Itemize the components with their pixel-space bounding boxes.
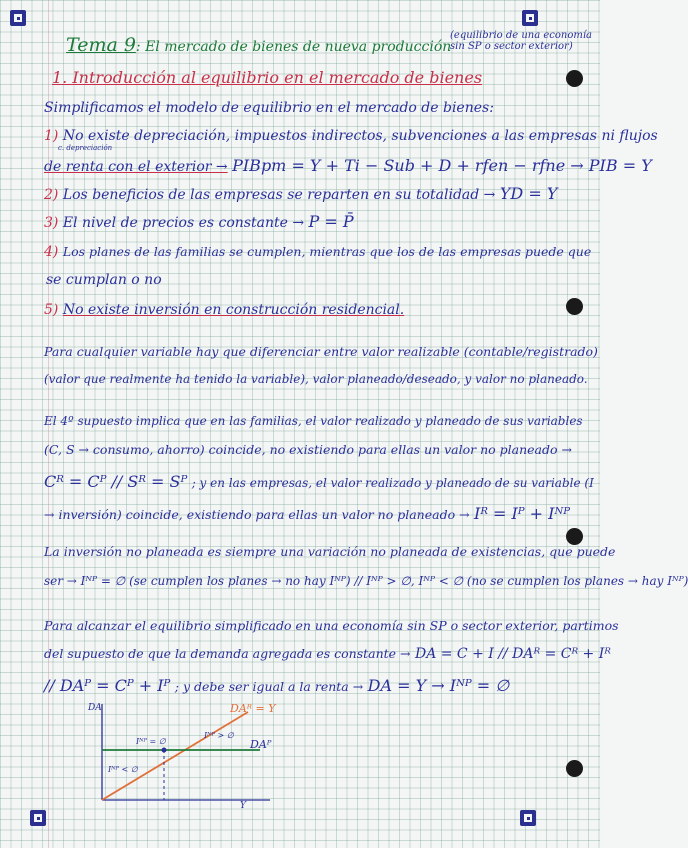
equation-cs: Cᴿ = Cᴾ // Sᴿ = Sᴾ [44,472,188,491]
side-note: c. depreciación [58,144,113,152]
line-8 [44,302,404,318]
y-axis-label: DA [88,703,102,713]
binder-hole [566,760,583,777]
title-note-line1: (equilibrio de una economía [450,30,592,41]
title-text: : El mercado de bienes de nueva producción [135,39,452,55]
line-3 [44,156,652,175]
line-text: ; y en las empresas, el valor realizado y planeado de su variable (I [191,476,594,490]
line-text: El nivel de precios es constante → [62,215,305,231]
line-text: No existe inversión en construcción residencial. [62,302,405,318]
label-inp-positive: Iᴺᴾ > ∅ [204,731,234,740]
equation-equilibrium: DA = Y → Iᴺᴾ = ∅ [367,676,510,695]
corner-mark-top-right [522,10,538,26]
equation-dap: // DAᴾ = Cᴾ + Iᴾ [44,676,171,695]
binder-hole [566,70,583,87]
label-inp-zero: Iᴺᴾ = ∅ [136,737,166,746]
line-7: se cumplan o no [46,272,162,288]
line-text: No existe depreciación, impuestos indirectos, subvenciones a las empresas ni flujos [62,128,658,144]
line-17: Para alcanzar el equilibrio simplificado en una economía sin SP o sector exterior, partimos [44,618,619,633]
line-15: La inversión no planeada es siempre una variación no planeada de existencias, que puede [44,544,616,559]
title-note-line2: sin SP o sector exterior) [450,41,573,52]
line-4 [44,184,557,203]
line-13 [44,472,594,491]
corner-mark-top-left [10,10,26,26]
equation-investment: Iᴿ = Iᴾ + Iᴺᴾ [474,504,571,523]
line-14 [44,504,570,523]
item-number: 3) [44,215,59,231]
line-10: (valor que realmente ha tenido la variable), valor planeado/deseado, y valor no planeado. [44,372,588,386]
line-6 [44,244,591,260]
equation-yd: YD = Y [499,184,558,203]
binder-hole [566,298,583,315]
label-inp-negative: Iᴺᴾ < ∅ [108,765,138,774]
item-number: 4) [44,244,59,260]
line-12: (C, S → consumo, ahorro) coincide, no existiendo para ellas un valor no planeado → [44,442,572,457]
page-title [66,34,451,56]
x-axis-label: Y [240,801,246,811]
line-2 [44,128,658,144]
line-text: ; y debe ser igual a la renta → [174,679,364,694]
line-18 [44,646,611,662]
item-number: 1) [44,128,59,144]
item-number: 5) [44,302,59,318]
line-16: ser → Iᴺᴾ = ∅ (se cumplen los planes → no hay Iᴺᴾ) // Iᴺᴾ > ∅, Iᴺᴾ < ∅ (no se cumplen los planes → hay Iᴺᴾ) [44,574,688,588]
corner-mark-bottom-right [520,810,536,826]
equation-p: P = P̄ [308,212,354,231]
equilibrium-point [162,748,167,753]
line-text: del supuesto de que la demanda agregada es constante → [44,646,411,661]
section-heading: 1. Introducción al equilibrio en el mercado de bienes [52,68,483,87]
item-number: 2) [44,187,59,203]
binder-hole [566,528,583,545]
equation-pib: PIBpm = Y + Ti − Sub + D + rfen − rfne → PIB = Y [232,156,652,175]
line-1: Simplificamos el modelo de equilibrio en el mercado de bienes: [44,100,494,116]
equation-da: DA = C + I // DAᴿ = Cᴿ + Iᴿ [414,646,611,662]
line-text: Los beneficios de las empresas se reparten en su totalidad → [62,187,496,203]
line-19 [44,676,509,695]
title-note [450,30,592,52]
title-number: Tema 9 [66,34,136,56]
line-da-r [102,712,248,800]
line-11: El 4º supuesto implica que en las familias, el valor realizado y planeado de sus variables [44,414,583,428]
line-text: de renta con el exterior → [44,159,228,175]
corner-mark-bottom-left [30,810,46,826]
line-9: Para cualquier variable hay que diferenciar entre valor realizable (contable/registrado) [44,344,598,359]
line-text: Los planes de las familias se cumplen, mientras que los de las empresas puede que [62,244,592,259]
label-da-p: DAᴾ [250,738,272,751]
label-da-r: DAᴿ = Y [230,702,276,715]
line-text: → inversión) coincide, existiendo para ellas un valor no planeado → [44,507,470,522]
line-5 [44,212,354,231]
equilibrium-graph [80,700,280,810]
